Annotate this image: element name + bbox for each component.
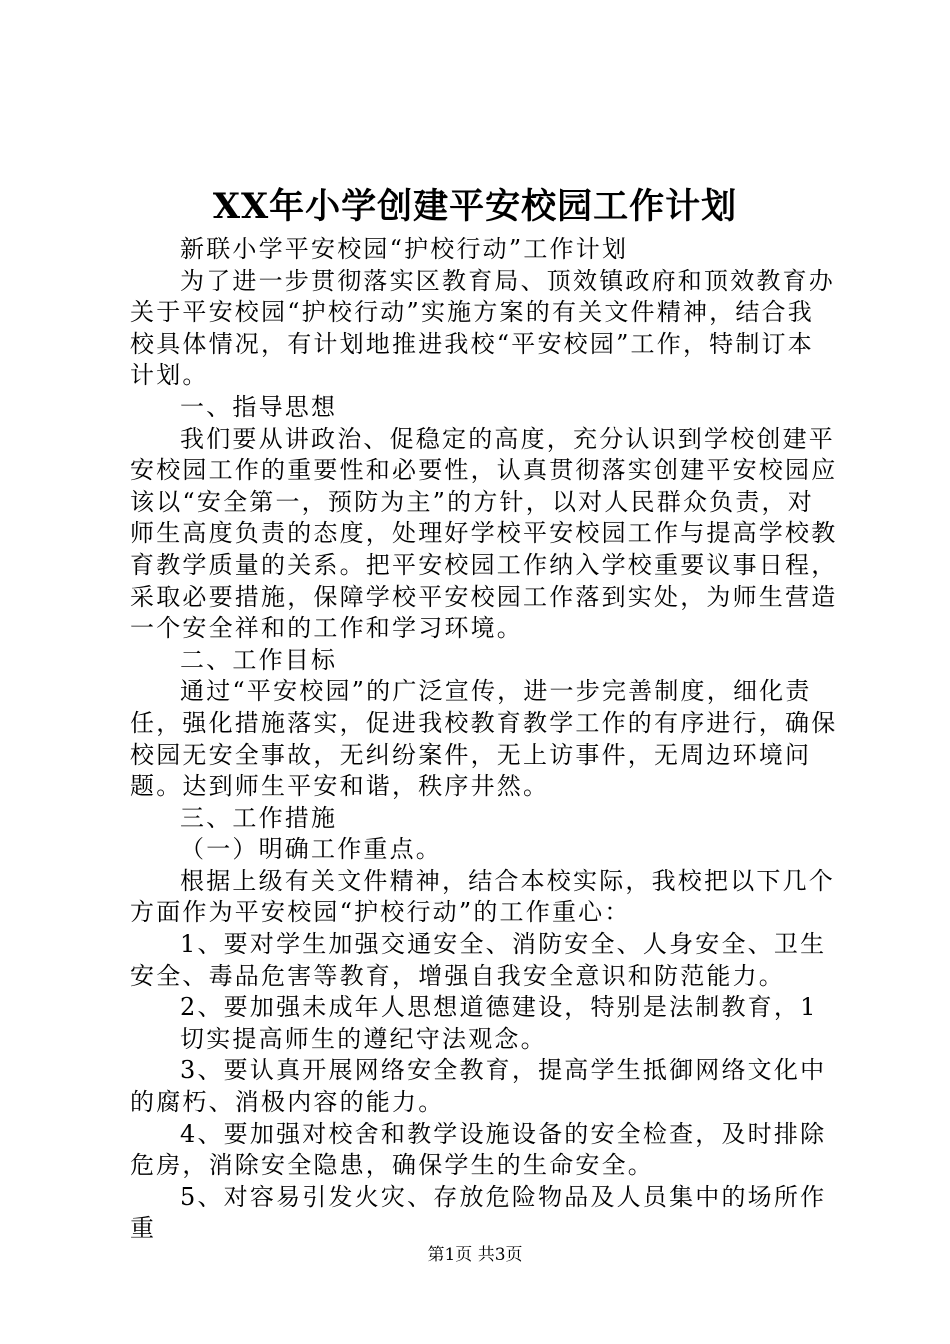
- list-item-5: 5、对容易引发火灾、存放危险物品及人员集中的场所作重: [130, 1182, 827, 1243]
- list-item-2-continued: 切实提高师生的遵纪守法观念。: [180, 1024, 547, 1053]
- document-title: XX年小学创建平安校园工作计划: [212, 186, 738, 227]
- list-item-2: 2、要加强未成年人思想道德建设，特别是法制教育，1: [180, 993, 818, 1022]
- paragraph-guiding-ideology: 我们要从讲政治、促稳定的高度，充分认识到学校创建平安校园工作的重要性和必要性，认真贯彻落实创建平安校园应该以“安全第一，预防为主”的方针，以对人民群众负责，对师生高度负责的态度，处理好学校平安校园工作与提高学校教育教学质量的关系。把平安校园工作纳入学校重要议事日程，采取必要措施，保障学校平安校园工作落到实处，为师生营造一个安全祥和的工作和学习环境。: [130, 424, 838, 643]
- heading-work-goals: 二、工作目标: [180, 645, 338, 674]
- list-item-4: 4、要加强对校舍和教学设施设备的安全检查，及时排除危房，消除安全隐患，确保学生的生命安全。: [130, 1119, 827, 1180]
- list-item-3: 3、要认真开展网络安全教育，提高学生抵御网络文化中的腐朽、消极内容的能力。: [130, 1056, 827, 1117]
- paragraph-work-focus: 根据上级有关文件精神，结合本校实际，我校把以下几个方面作为平安校园“护校行动”的工作重心：: [130, 866, 835, 927]
- paragraph-subtitle: 新联小学平安校园“护校行动”工作计划: [180, 235, 629, 263]
- paragraph-work-goals: 通过“平安校园”的广泛宣传，进一步完善制度，细化责任，强化措施落实，促进我校教育教学工作的有序进行，确保校园无安全事故，无纠纷案件，无上访事件，无周边环境问题。达到师生平安和谐，秩序井然。: [130, 677, 838, 801]
- heading-work-measures: 三、工作措施: [180, 803, 338, 832]
- document-body: [130, 234, 840, 1245]
- page-number: 第1页 共3页: [427, 1245, 523, 1265]
- subheading-work-focus: （一）明确工作重点。: [180, 835, 442, 864]
- list-item-1: 1、要对学生加强交通安全、消防安全、人身安全、卫生安全、毒品危害等教育，增强自我安全意识和防范能力。: [130, 930, 827, 990]
- heading-guiding-ideology: 一、指导思想: [180, 392, 338, 421]
- paragraph-intro: 为了进一步贯彻落实区教育局、顶效镇政府和顶效教育办关于平安校园“护校行动”实施方案的有关文件精神，结合我校具体情况，有计划地推进我校“平安校园”工作，特制订本计划。: [130, 266, 835, 390]
